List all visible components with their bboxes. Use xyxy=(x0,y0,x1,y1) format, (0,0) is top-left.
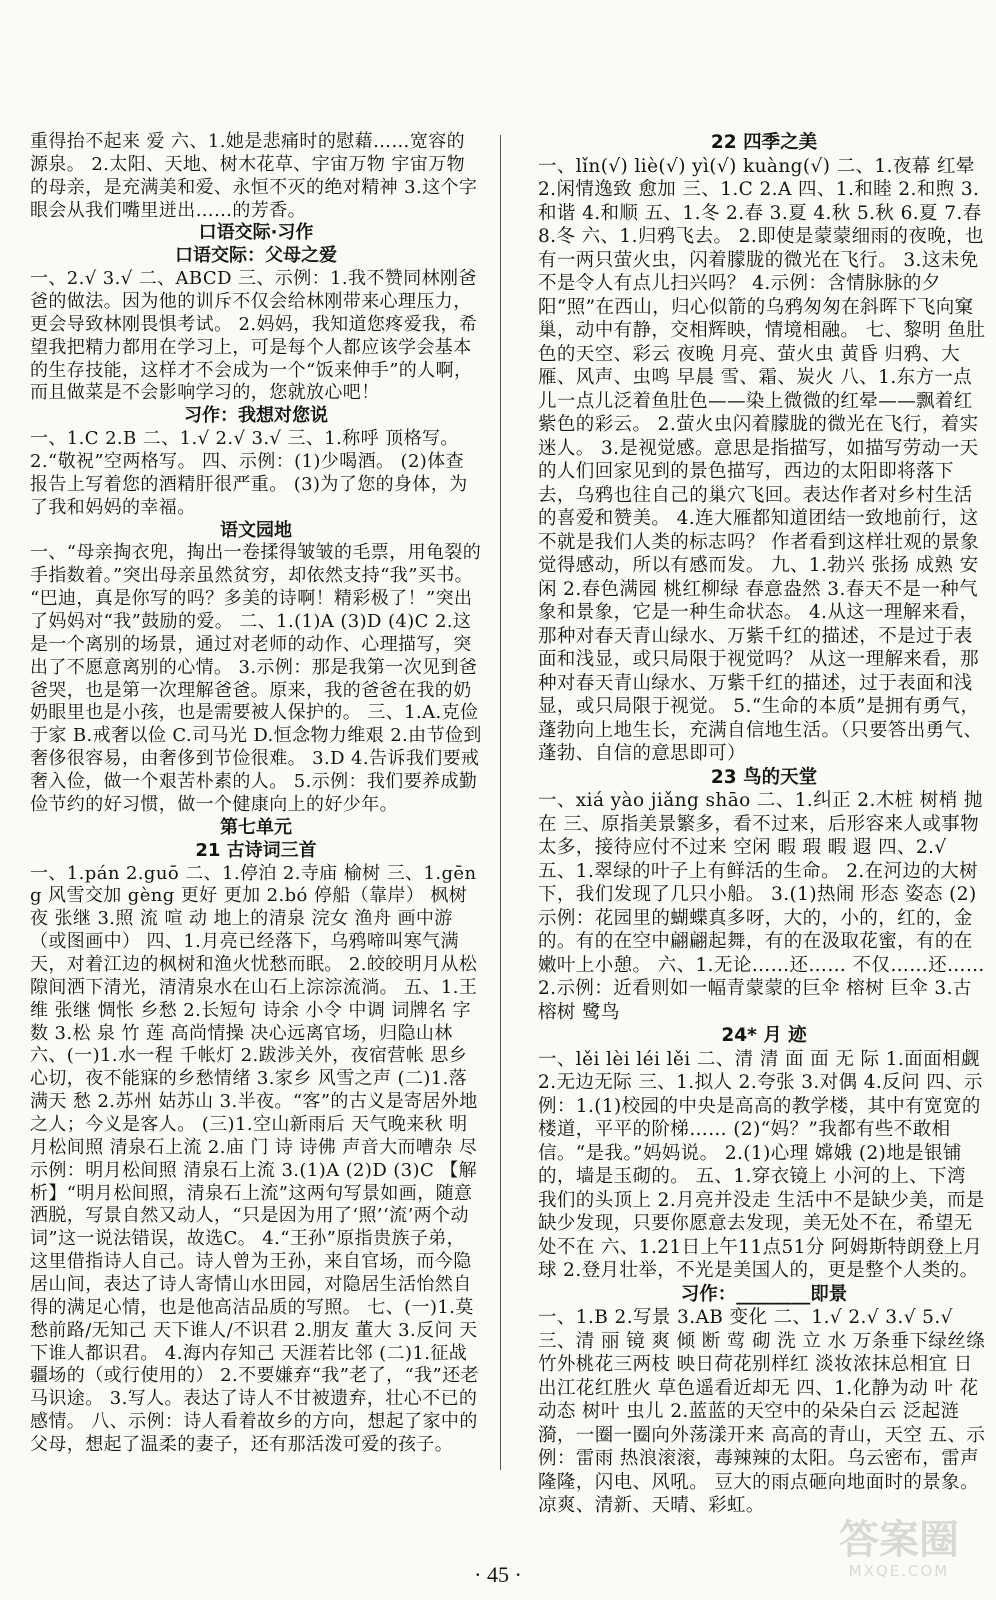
section-heading: 24* 月 迹 xyxy=(721,1025,807,1046)
watermark-url: MXQE.COM xyxy=(848,1562,950,1580)
answer-paragraph: 一、1.B 2.写景 3.AB 变化 二、1.√ 2.√ 3.√ 5.√ 三、清 丽 镜 爽 倾 断 莺 砌 洗 立 水 万条垂下绿丝绦 竹外桃花三两枝 映日荷花别样红 淡妆浓抹总相宜 日出江花红胜火 草色遥看近却无 四、1.化静为动 叶 花 动态 树叶 虫儿 2.蓝蓝的天空中的朵朵白云 泛起涟漪，一圈一圈向外荡漾开来 高高的青山，天空 五、示例：雷雨 热浪滚滚，毒辣辣的太阳。乌云密布，雷声隆隆，闪电、风吼。 豆大的雨点砸向地面时的景象。 凉爽、清新、天晴、彩虹。 xyxy=(538,1307,986,1516)
section-heading: 第七单元 xyxy=(220,816,292,838)
answer-paragraph: 一、lěi lèi léi lěi 二、清 清 面 面 无 际 1.面面相觑 2.无边无际 三、1.拟人 2.夸张 3.对偶 4.反问 四、示例：1.(1)校园的中央是高高的教学楼，其中有宽宽的楼道，平平的阶梯…… (2)“妈？”我都有些不敢相信。“是我。”妈妈说。 2.(1)心理 嫦娥 (2)地是银铺的，墙是玉砌的。 五、1.穿衣镜上 小河的上、下湾 我们的头顶上 2.月亮并没走 生活中不是缺少美，而是缺少发现，只要你愿意去发现，美无处不在，希望无处不在 六、1.21日上午11点51分 阿姆斯特朗登上月球 2.登月壮举，不光是美国人的，更是整个人类的。 xyxy=(538,1048,985,1281)
answer-paragraph: 一、“母亲掏衣兜，掏出一卷揉得皱皱的毛票，用龟裂的手指数着。”突出母亲虽然贫穷，却依然支持“我”买书。 “巴迪，真是你写的吗？多美的诗啊！精彩极了！”突出了妈妈对“我”鼓励的爱。 二、1.(1)A (3)D (4)C 2.这是一个离别的场景，通过对老师的动作、心理描写，突出了不愿意离别的心情。 3.示例：那是我第一次见到爸爸哭，也是第一次理解爸爸。原来，我的爸爸在我的奶奶眼里也是小孩，也是需要被人保护的。 三、1.A.克俭于家 B.戒奢以俭 C.司马光 D.恒念物力维艰 2.由节俭到奢侈很容易，由奢侈到节俭很难。 3.D 4.告诉我们要戒奢入俭，做一个艰苦朴素的人。 5.示例：我们要养成勤俭节约的好习惯，做一个健康向上的好少年。 xyxy=(30,542,482,815)
column-divider xyxy=(500,135,501,1470)
section-heading: 21 古诗词三首 xyxy=(195,839,317,861)
answer-paragraph: 一、2.√ 3.√ 二、ABCD 三、示例：1.我不赞同林刚爸爸的做法。因为他的训斥不仅会给林刚带来心理压力，更会导致林刚畏惧考试。 2.妈妈，我知道您疼爱我，希望我把精力都用在学习上，可是每个人都应该学会基本的生存技能，这样才不会成为一个“饭来伸手”的人啊，而且做菜是不会影响学习的，您就放心吧！ xyxy=(30,268,478,404)
answer-paragraph: 一、xiá yào jiǎng shāo 二、1.纠正 2.木桩 树梢 抛在 三、原指美景繁多，看不过来，后形容来人或事物太多，接待应付不过来 空闲 暇 瑕 暇 遐 四、2.√ 五、1.翠绿的叶子上有鲜活的生命。 2.在河边的大树下，我们发现了几只小船。 3.(1)热闹 形态 姿态 (2)示例：花园里的蝴蝶真多呀，大的，小的，红的，金的。有的在空中翩翩起舞，有的在汲取花蜜，有的在嫩叶上小憩。 六、1.无论……还…… 不仅……还…… 2.示例：近看则如一幅青蒙蒙的巨伞 榕树 巨伞 3.古榕树 鹭鸟 xyxy=(538,790,985,1023)
watermark-text: 答案圈 xyxy=(839,1517,959,1563)
answer-paragraph: 重得抬不起来 爱 六、1.她是悲痛时的慰藉……宽容的源泉。 2.太阳、天地、树木花草、宇宙万物 宇宙万物的母亲，是充满美和爱、永恒不灭的绝对精神 3.这个字眼会从我们嘴里迸出……的芳香。 xyxy=(30,131,478,221)
right-column xyxy=(538,131,990,1518)
answer-paragraph: 一、lǐn(√) liè(√) yì(√) kuàng(√) 二、1.夜幕 红晕 2.闲情逸致 愈加 三、1.C 2.A 四、1.和睦 2.和煦 3.和谐 4.和顺 五、1.冬 2.春 3.夏 4.秋 5.秋 6.夏 7.春 8.冬 六、1.归鸦飞去。 2.即使是蒙蒙细雨的夜晚，也有一两只萤火虫，闪着朦胧的微光在飞行。 3.这未免不是令人有点儿扫兴吗？ 4.示例：含情脉脉的夕阳“照”在西山，归心似箭的乌鸦匆匆在斜晖下飞向窠巢，动中有静，交相辉映，情境相融。 七、黎明 鱼肚色的天空、彩云 夜晚 月亮、萤火虫 黄昏 归鸦、大雁、风声、虫鸣 早晨 雪、霜、炭火 八、1.东方一点儿一点儿泛着鱼肚色——染上微微的红晕——飘着红紫色的彩云。 2.萤火虫闪着朦胧的微光在飞行，着实迷人。 3.是视觉感。意思是指描写，如描写劳动一天的人们回家见到的景色描写，西边的太阳即将落下去，乌鸦也往自己的巢穴飞回。表达作者对乡村生活的喜爱和赞美。 4.连大雁都知道团结一致地前行，这不就是我们人类的标志吗？ 作者看到这样壮观的景象觉得感动，所以有感而发。 九、1.勃兴 张扬 成熟 安闲 2.春色满园 桃红柳绿 春意盎然 3.春天不是一种气象和景象，它是一种生命状态。 4.从这一理解来看，那种对春天青山绿水、万紫千红的描述，不是过于表面和浅显，或只局限于视觉吗？ 从这一理解来看，那种对春天青山绿水、万紫千红的描述，过于表面和浅显，或只局限于视觉。 5.“生命的本质”是拥有勇气，蓬勃向上地生长，充满自信地生活。（只要答出勇气、蓬勃、自信的意思即可） xyxy=(538,155,986,764)
section-heading: 口语交际·习作 xyxy=(198,222,314,244)
page-number: · 45 · xyxy=(474,1562,522,1587)
section-heading: 口语交际：父母之爱 xyxy=(175,245,337,267)
watermark-logo xyxy=(824,1518,974,1590)
section-heading: 习作：________即景 xyxy=(680,1283,848,1305)
section-heading: 22 四季之美 xyxy=(710,132,818,153)
section-heading: 语文园地 xyxy=(220,519,292,541)
section-heading: 习作：我想对您说 xyxy=(184,405,328,427)
answer-paragraph: 一、1.C 2.B 二、1.√ 2.√ 3.√ 三、1.称呼 顶格写。 2.“敬祝”空两格写。 四、示例：(1)少喝酒。 (2)体查报告上写着您的酒精肝很严重。 (3)为了您的身体，为了我和妈妈的幸福。 xyxy=(30,428,468,518)
answer-paragraph: 一、1.pán 2.guō 二、1.停泊 2.寺庙 榆树 三、1.gēng 风雪交加 gèng 更好 更加 2.bó 停船（靠岸） 枫树 夜 张继 3.照 流 喧 动 地上的清泉 浣女 渔舟 画中游（或图画中） 四、1.月亮已经落下，乌鸦啼叫寒气满天，对着江边的枫树和渔火忧愁而眠。 2.皎皎明月从松隙间洒下清光，清清泉水在山石上淙淙流淌。 五、1.王维 张继 惆怅 乡愁 2.长短句 诗余 小令 中调 词牌名 字数 3.松 泉 竹 莲 高尚情操 决心远离官场，归隐山林 六、(一)1.水一程 千帐灯 2.跋涉关外，夜宿营帐 思乡心切，夜不能寐的乡愁情绪 3.家乡 风雪之声 (二)1.落满天 愁 2.苏州 姑苏山 3.半夜。“客”的古义是寄居外地之人；今义是客人。 (三)1.空山新雨后 天气晚来秋 明月松间照 清泉石上流 2.庙 门 诗 诗佛 声音大而嘈杂 尽 示例：明月松间照 清泉石上流 3.(1)A (2)D (3)C 【解析】“明月松间照，清泉石上流”这两句写景如画，随意洒脱，写景自然又动人，“只是因为用了‘照’‘流’两个动词”这一说法错误，故选C。 4.“王孙”原指贵族子弟，这里借指诗人自己。诗人曾为王孙，来自官场，而今隐居山间，表达了诗人寄情山水田园，对隐居生活怡然自得的满足心情，也是他高洁品质的写照。 七、(一)1.莫愁前路/无知己 天下谁人/不识君 2.朋友 董大 3.反问 天下谁人都识君。 4.海内存知己 天涯若比邻 (二)1.征战疆场的（或行使用的） 2.不要嫌弃“我”老了，“我”还老马识途。 3.写人。表达了诗人不甘被遗弃，壮心不已的感情。 八、示例：诗人看着故乡的方向，想起了家中的父母，想起了温柔的妻子，还有那活泼可爱的孩子。 xyxy=(30,862,479,1455)
section-heading: 23 鸟的天堂 xyxy=(710,766,818,788)
left-column xyxy=(30,131,482,1457)
